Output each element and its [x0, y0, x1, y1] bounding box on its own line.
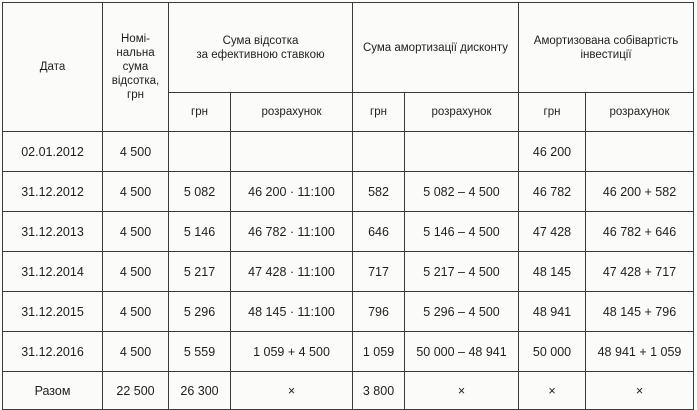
table-row: [3, 332, 694, 372]
cell-amortized-cost: 48 941: [519, 292, 586, 332]
cell-date: 31.12.2012: [3, 172, 103, 212]
cell-effective-calc: 1 059 + 4 500: [231, 332, 353, 372]
cell-discount-calc: 5 146 – 4 500: [405, 212, 519, 252]
cell-discount: [353, 132, 405, 172]
total-row: [3, 372, 694, 410]
cell-effective-calc: 46 200 · 11:100: [231, 172, 353, 212]
cell-discount-calc: 5 082 – 4 500: [405, 172, 519, 212]
header-discount-amortization: Сума амортизації дисконту: [353, 3, 519, 93]
subheader-uah: грн: [169, 93, 231, 132]
table-row: [3, 172, 694, 212]
cell-amortized-cost-calc: [586, 132, 694, 172]
cell-effective-calc: 46 782 · 11:100: [231, 212, 353, 252]
total-nominal: 22 500: [103, 372, 169, 410]
subheader-calculation: розрахунок: [405, 93, 519, 132]
cell-discount: 646: [353, 212, 405, 252]
cell-amortized-cost: 47 428: [519, 212, 586, 252]
cell-discount: 1 059: [353, 332, 405, 372]
header-date: Дата: [3, 3, 103, 132]
cell-nominal: 4 500: [103, 252, 169, 292]
cell-date: 31.12.2013: [3, 212, 103, 252]
total-effective-interest: 26 300: [169, 372, 231, 410]
cell-discount-calc: 5 296 – 4 500: [405, 292, 519, 332]
cell-nominal: 4 500: [103, 332, 169, 372]
cell-amortized-cost: 46 200: [519, 132, 586, 172]
cell-effective-calc: 47 428 · 11:100: [231, 252, 353, 292]
total-discount-calc: ×: [405, 372, 519, 410]
cell-date: 31.12.2015: [3, 292, 103, 332]
cell-amortized-cost-calc: 48 145 + 796: [586, 292, 694, 332]
total-discount: 3 800: [353, 372, 405, 410]
header-nominal-line: Номі-: [121, 33, 150, 45]
cell-nominal: 4 500: [103, 292, 169, 332]
header-nominal-line: відсотка,: [111, 75, 160, 87]
cell-discount: 582: [353, 172, 405, 212]
subheader-calculation: розрахунок: [586, 93, 694, 132]
header-nominal-line: сума: [122, 61, 149, 73]
table-row: [3, 212, 694, 252]
cell-discount-calc: 50 000 – 48 941: [405, 332, 519, 372]
cell-effective-interest: 5 559: [169, 332, 231, 372]
header-amortized-cost: Амортизована собівартість інвестиції: [519, 3, 694, 93]
total-label: Разом: [3, 372, 103, 410]
table-row: [3, 252, 694, 292]
cell-discount: 796: [353, 292, 405, 332]
cell-nominal: 4 500: [103, 212, 169, 252]
cell-amortized-cost: 48 145: [519, 252, 586, 292]
cell-nominal: 4 500: [103, 132, 169, 172]
cell-effective-interest: 5 082: [169, 172, 231, 212]
cell-effective-calc: 48 145 · 11:100: [231, 292, 353, 332]
cell-amortized-cost: 46 782: [519, 172, 586, 212]
cell-effective-interest: 5 217: [169, 252, 231, 292]
cell-effective-interest: 5 146: [169, 212, 231, 252]
cell-date: 02.01.2012: [3, 132, 103, 172]
total-effective-calc: ×: [231, 372, 353, 410]
cell-effective-calc: [231, 132, 353, 172]
header-nominal-interest: [103, 3, 169, 132]
cell-effective-interest: 5 296: [169, 292, 231, 332]
table-row: [3, 292, 694, 332]
cell-amortized-cost-calc: 48 941 + 1 059: [586, 332, 694, 372]
cell-date: 31.12.2014: [3, 252, 103, 292]
header-nominal-line: грн: [127, 89, 144, 101]
cell-amortized-cost-calc: 46 200 + 582: [586, 172, 694, 212]
total-amortized-cost-calc: ×: [586, 372, 694, 410]
cell-amortized-cost: 50 000: [519, 332, 586, 372]
cell-effective-interest: [169, 132, 231, 172]
header-effective-interest: Сума відсотка за ефективною ставкою: [169, 3, 353, 93]
subheader-calculation: розрахунок: [231, 93, 353, 132]
cell-discount-calc: [405, 132, 519, 172]
amortization-table: [2, 2, 694, 410]
total-amortized-cost: ×: [519, 372, 586, 410]
cell-discount-calc: 5 217 – 4 500: [405, 252, 519, 292]
cell-discount: 717: [353, 252, 405, 292]
header-nominal-line: нальна: [116, 47, 155, 59]
table-row: [3, 132, 694, 172]
subheader-uah: грн: [519, 93, 586, 132]
cell-nominal: 4 500: [103, 172, 169, 212]
subheader-uah: грн: [353, 93, 405, 132]
cell-amortized-cost-calc: 47 428 + 717: [586, 252, 694, 292]
cell-amortized-cost-calc: 46 782 + 646: [586, 212, 694, 252]
cell-date: 31.12.2016: [3, 332, 103, 372]
